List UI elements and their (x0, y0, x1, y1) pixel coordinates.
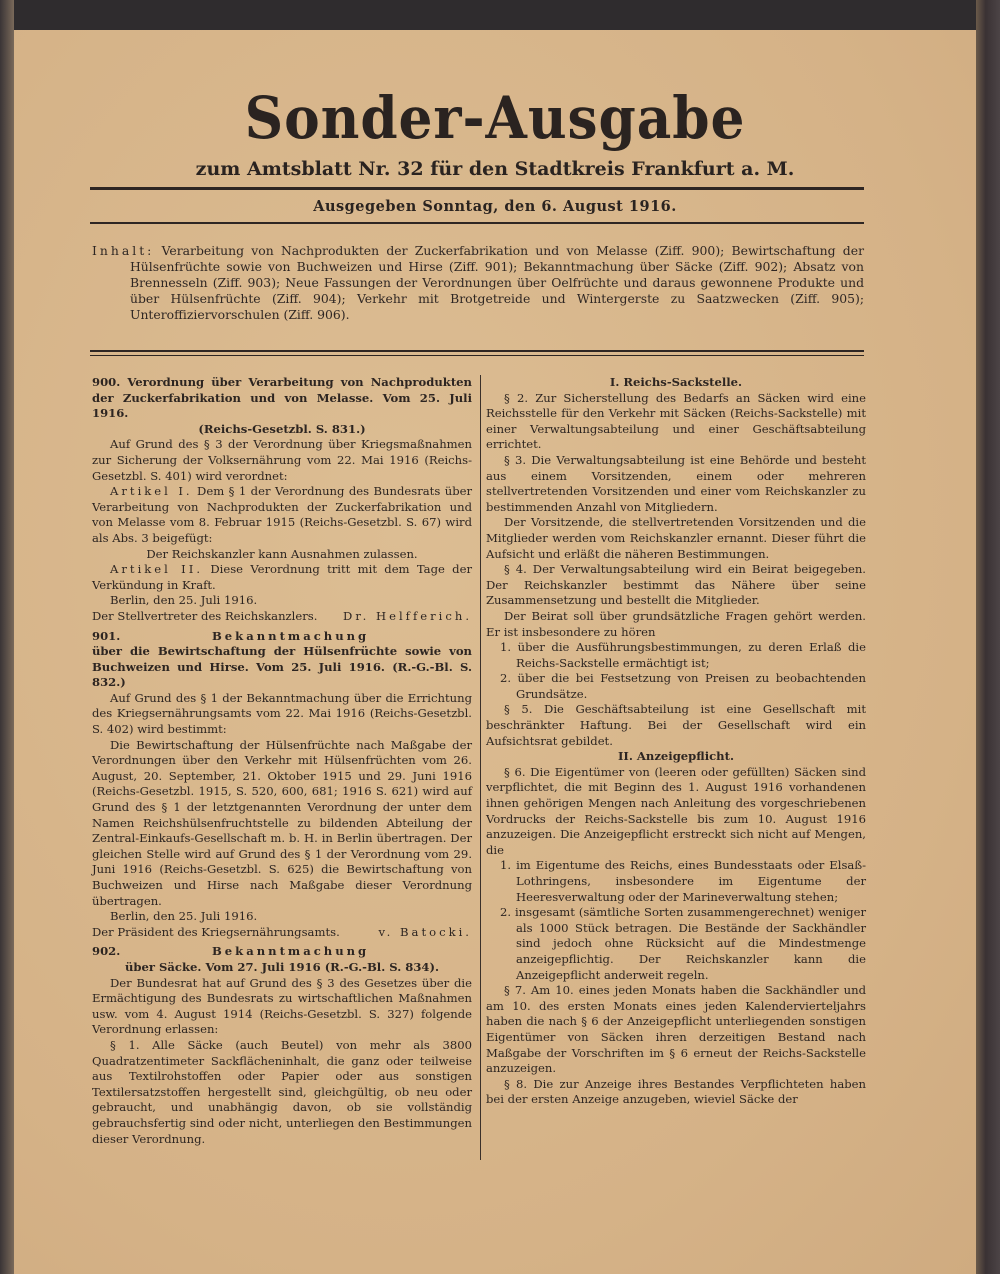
list-item: 1. über die Ausführungsbestimmungen, zu deren Erlaß die Reichs-Sackstelle ermächtigt ist; (500, 640, 866, 670)
divider (90, 187, 864, 190)
section-title-line (92, 629, 472, 645)
page-subtitle: zum Amtsblatt Nr. 32 für den Stadtkreis Frankfurt a. M. (195, 158, 795, 180)
paragraph: § 7. Am 10. eines jeden Monats haben die Sackhändler und am 10. des ersten Monats eines jeden Kalendervierteljahrs haben die nach § 6 der Anzeigepflicht unterliegenden sonstigen Eigentümer von Säcken ihren derzeitigen Bestand nach Maßgabe der Vorschriften im § 6 erneut der Reichs-Sackstelle anzuzeigen. (486, 983, 866, 1076)
paragraph: § 8. Die zur Anzeige ihres Bestandes Verpflichteten haben bei der ersten Anzeige anzugeben, wieviel Säcke der (486, 1076, 866, 1107)
contents-label: Inhalt: (92, 243, 155, 258)
divider (90, 355, 864, 356)
paragraph (92, 562, 472, 593)
place-date: Berlin, den 25. Juli 1916. (110, 909, 258, 924)
quote: Der Reichskanzler kann Ausnahmen zulassen. (146, 546, 418, 561)
section-reference: (Reichs-Gesetzbl. S. 831.) (198, 421, 366, 436)
paragraph (92, 484, 472, 546)
section-902 (92, 944, 472, 1147)
article-text: Diese Verordnung tritt mit dem Tage der Verkündung in Kraft. (92, 562, 473, 592)
book-binding-left (0, 0, 14, 1274)
column-left (92, 375, 472, 1147)
paragraph: Der Beirat soll über grundsätzliche Fragen gehört werden. Er ist insbesondere zu hören (486, 608, 866, 639)
column-right (486, 375, 866, 1108)
place-date: Berlin, den 25. Juli 1916. (110, 593, 258, 608)
signer-name: v. Batocki. (378, 924, 472, 939)
signer-name: Dr. Helfferich. (343, 608, 472, 623)
section-heading: über die Bewirtschaftung der Hülsenfrüchte sowie von Buchweizen und Hirse. Vom 25. Juli 1916. (R.-G.-Bl. S. 832.) (92, 644, 472, 690)
contents-text: Verarbeitung von Nachprodukten der Zuckerfabrikation und von Melasse (Ziff. 900); Bewirtschaftung der Hülsenfrüchte sowie von Buchweizen und Hirse (Ziff. 901); Bekanntmachung über Säcke (Ziff. 902); Absatz von Brennesseln (Ziff. 903); Neue Fassungen der Verordnungen über Oelfrüchte und daraus gewonnene Produkte und über Hülsenfrüchte (Ziff. 904); Verkehr mit Brotgetreide und Wintergerste zu Saatzwecken (Ziff. 905); Unteroffiziervorschulen (Ziff. 906). (130, 243, 864, 322)
subsection-heading: I. Reichs-Sackstelle. (609, 375, 743, 389)
paragraph: § 6. Die Eigentümer von (leeren oder gefüllten) Säcken sind verpflichtet, die mit Beginn des 1. August 1916 vorhandenen ihnen gehörigen Mengen nach Anleitung des vorgeschriebenen Vordrucks der Reichs-Sackstelle bis zum 10. August 1916 anzuzeigen. Die Anzeigepflicht erstreckt sich nicht auf Mengen, die (486, 764, 866, 857)
signer-title: Der Stellvertreter des Reichskanzlers. (92, 608, 318, 623)
section-900 (92, 375, 472, 625)
section-number: 901. (92, 628, 121, 643)
paragraph: Der Bundesrat hat auf Grund des § 3 des Gesetzes über die Ermächtigung des Bundesrats zu wirtschaftlichen Maßnahmen usw. vom 4. August 1914 (Reichs-Gesetzbl. S. 327) folgende Verordnung erlassen: (92, 975, 472, 1037)
paragraph: § 2. Zur Sicherstellung des Bedarfs an Säcken wird eine Reichsstelle für den Verkehr mit Säcken (Reichs-Sackstelle) mit einer Verwaltungsabteilung und einer Geschäftsabteilung errichtet. (486, 390, 866, 452)
paragraph: § 3. Die Verwaltungsabteilung ist eine Behörde und besteht aus einem Vorsitzenden, einem oder mehreren stellvertretenden Vorsitzenden und einer vom Reichskanzler zu bestimmenden Anzahl von Mitgliedern. (486, 452, 866, 514)
signature (92, 925, 472, 941)
section-title: Bekanntmachung (212, 628, 370, 643)
paragraph: § 1. Alle Säcke (auch Beutel) von mehr als 3800 Quadratzentimeter Sackflächeninhalt, die ganz oder teilweise aus Textilrohstoffen oder Papier oder aus sonstigen Textilersatzstoffen hergestellt sind, gleichgültig, ob neu oder gebraucht, und unabhängig davon, ob sie vollständig gebrauchsfertig sind oder nicht, unterliegen den Bestimmungen dieser Verordnung. (92, 1037, 472, 1146)
section-title-line (92, 944, 472, 960)
paragraph: Auf Grund des § 1 der Bekanntmachung über die Errichtung des Kriegsernährungsamts vom 22. Mai 1916 (Reichs-Gesetzbl. S. 402) wird bestimmt: (92, 690, 472, 737)
paragraph: Auf Grund des § 3 der Verordnung über Kriegsmaßnahmen zur Sicherung der Volksernährung vom 22. Mai 1916 (Reichs-Gesetzbl. S. 401) wird verordnet: (92, 437, 472, 483)
list-item: 1. im Eigentume des Reichs, eines Bundesstaats oder Elsaß-Lothringens, insbesondere im Eigentume der Heeresverwaltung oder der Marineverwaltung stehen; (500, 858, 866, 904)
column-divider (480, 375, 481, 1160)
signer-title: Der Präsident des Kriegsernährungsamts. (92, 924, 340, 939)
paragraph: Der Vorsitzende, die stellvertretenden Vorsitzenden und die Mitglieder werden vom Reichskanzler ernannt. Dieser führt die Aufsicht und erläßt die näheren Bestimmungen. (486, 515, 866, 561)
page-title: Sonder-Ausgabe (244, 84, 746, 152)
issue-date: Ausgegeben Sonntag, den 6. August 1916. (313, 198, 677, 215)
article-label: Artikel II. (110, 562, 204, 577)
article-text: Dem § 1 der Verordnung des Bundesrats über Verarbeitung von Nachprodukten der Zuckerfabrikation und von Melasse vom 8. Februar 1915 (Reichs-Gesetzbl. S. 67) wird als Abs. 3 beigefügt: (92, 484, 473, 545)
table-of-contents (92, 243, 864, 323)
divider (90, 350, 864, 352)
signature (92, 609, 472, 625)
document-page (14, 30, 976, 1274)
subsection-heading: II. Anzeigepflicht. (617, 749, 734, 764)
paragraph: § 4. Der Verwaltungsabteilung wird ein Beirat beigegeben. Der Reichskanzler bestimmt das Nähere über seine Zusammensetzung und bestellt die Mitglieder. (486, 562, 866, 608)
article-label: Artikel I. (110, 484, 193, 499)
section-heading: über Säcke. Vom 27. Juli 1916 (R.-G.-Bl. S. 834). (124, 959, 440, 974)
list-item: 2. über die bei Festsetzung von Preisen zu beobachtenden Grundsätze. (500, 671, 866, 701)
book-edge-right (976, 0, 1000, 1274)
section-heading: 900. Verordnung über Verarbeitung von Nachprodukten der Zuckerfabrikation und von Melasse. Vom 25. Juli 1916. (92, 375, 472, 421)
divider (90, 222, 864, 224)
paragraph: § 5. Die Geschäftsabteilung ist eine Gesellschaft mit beschränkter Haftung. Bei der Gesellschaft wird ein Aufsichtsrat gebildet. (486, 702, 866, 748)
section-901 (92, 629, 472, 941)
list-item: 2. insgesamt (sämtliche Sorten zusammengerechnet) weniger als 1000 Stück betragen. Die Bestände der Sackhändler sind jedoch ohne Rücksicht auf die Mindestmenge anzeigepflichtig. Der Reichskanzler kann die Anzeigepflicht anderweit regeln. (500, 905, 866, 982)
section-title: Bekanntmachung (212, 944, 370, 959)
paragraph: Die Bewirtschaftung der Hülsenfrüchte nach Maßgabe der Verordnungen über den Verkehr mit Hülsenfrüchten vom 26. August, 20. September, 21. Oktober 1915 und 29. Juni 1916 (Reichs-Gesetzbl. 1915, S. 520, 600, 681; 1916 S. 621) wird auf Grund des § 1 der letztgenannten Verordnung der unter dem Namen Reichshülsenfruchtstelle zu bildenden Abteilung der Zentral-Einkaufs-Gesellschaft m. b. H. in Berlin übertragen. Der gleichen Stelle wird auf Grund des § 1 der Verordnung vom 29. Juni 1916 (Reichs-Gesetzbl. S. 625) die Bewirtschaftung von Buchweizen und Hirse nach Maßgabe dieser Verordnung übertragen. (92, 737, 472, 908)
section-number: 902. (92, 944, 121, 959)
